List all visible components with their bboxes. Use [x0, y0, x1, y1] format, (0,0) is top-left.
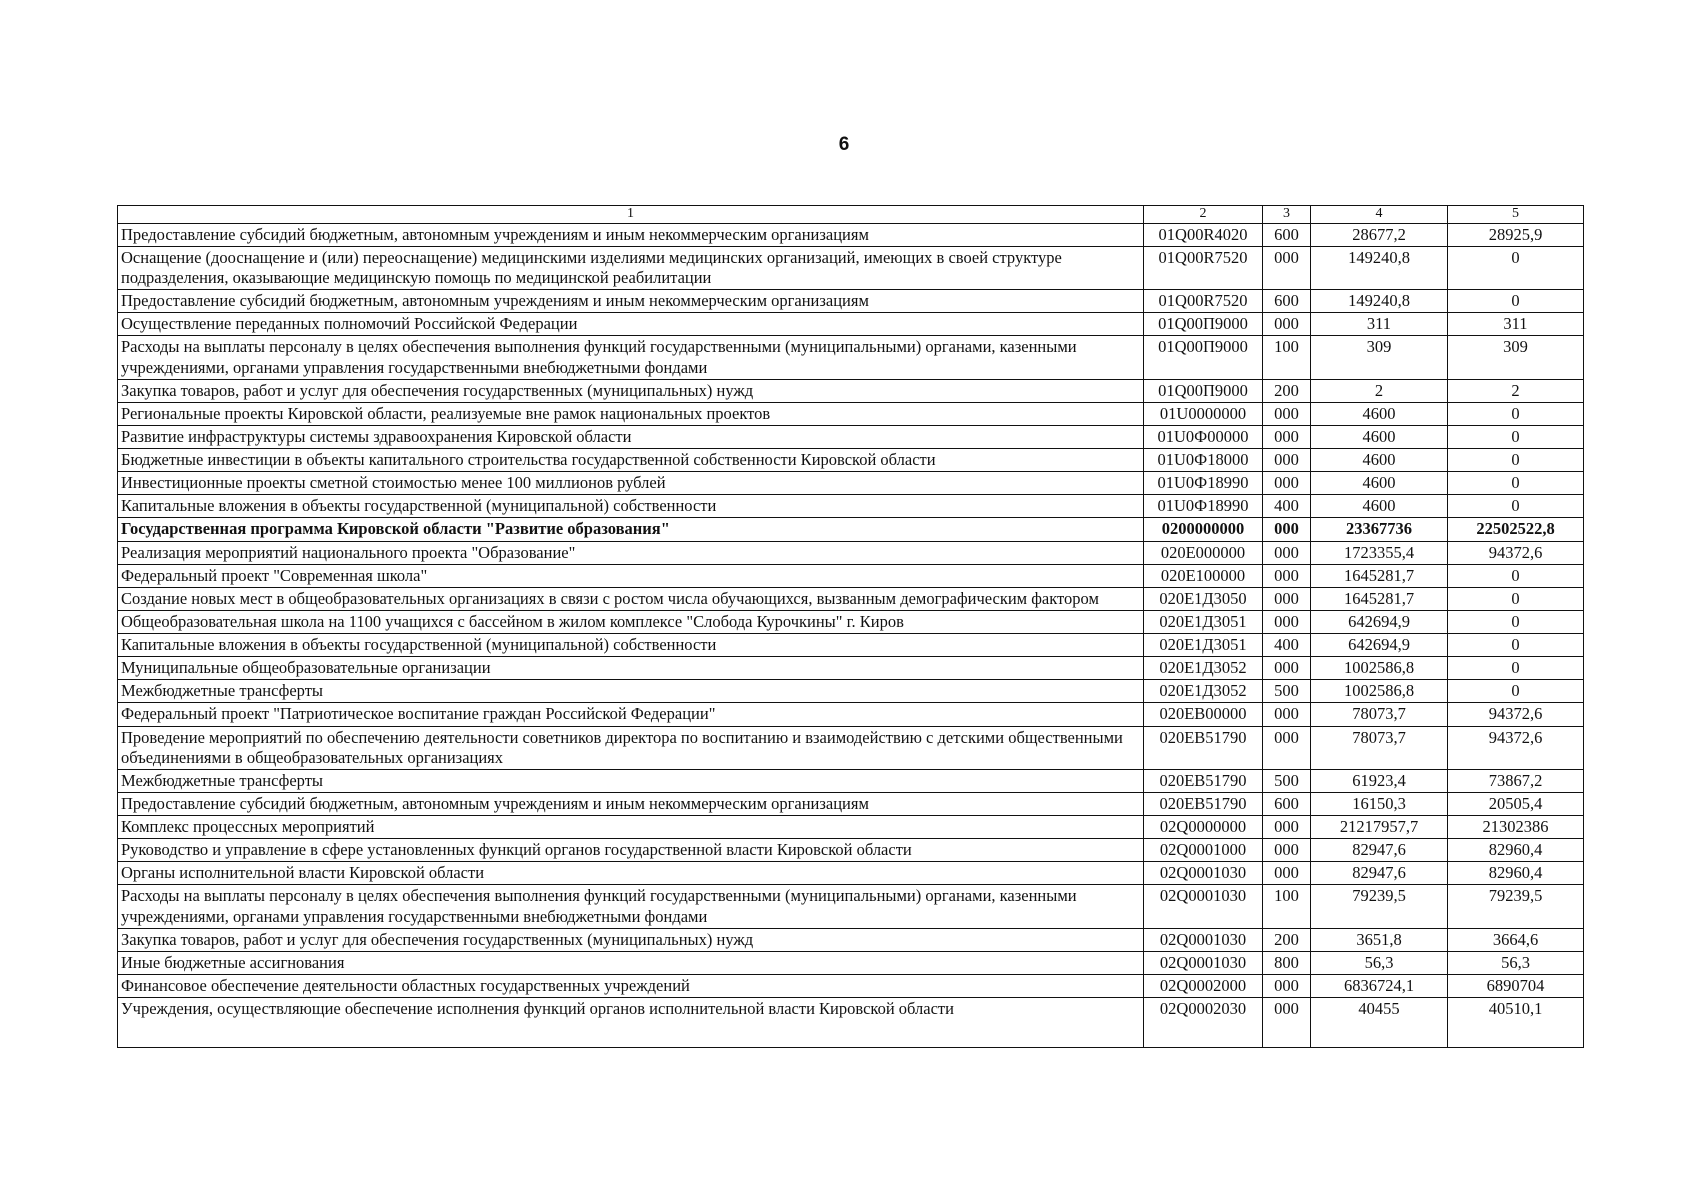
row-value-2025-cell: 311	[1448, 313, 1584, 336]
table-row	[118, 336, 1584, 379]
row-value-2024-cell: 149240,8	[1311, 246, 1448, 289]
row-value-2025-cell: 0	[1448, 402, 1584, 425]
row-code-cell: 0200000000	[1144, 518, 1263, 541]
row-name-cell: Развитие инфраструктуры системы здравоохранения Кировской области	[118, 425, 1144, 448]
row-code-cell: 01Q00П9000	[1144, 336, 1263, 379]
row-type-cell: 000	[1263, 998, 1311, 1048]
row-value-2024-cell: 642694,9	[1311, 634, 1448, 657]
row-value-2025-cell: 0	[1448, 564, 1584, 587]
row-name-cell: Осуществление переданных полномочий Российской Федерации	[118, 313, 1144, 336]
budget-table	[117, 205, 1584, 1048]
table-header-row	[118, 206, 1584, 224]
row-code-cell: 020EB51790	[1144, 769, 1263, 792]
row-type-cell: 400	[1263, 634, 1311, 657]
row-value-2024-cell: 40455	[1311, 998, 1448, 1048]
row-code-cell: 020E1Д3051	[1144, 634, 1263, 657]
row-type-cell: 000	[1263, 587, 1311, 610]
row-type-cell: 600	[1263, 792, 1311, 815]
row-name-cell: Органы исполнительной власти Кировской области	[118, 862, 1144, 885]
row-code-cell: 02Q0001030	[1144, 928, 1263, 951]
row-name-cell: Предоставление субсидий бюджетным, автономным учреждениям и иным некоммерческим организациям	[118, 792, 1144, 815]
row-code-cell: 01U0Ф18990	[1144, 495, 1263, 518]
row-code-cell: 02Q0001030	[1144, 862, 1263, 885]
row-name-cell: Учреждения, осуществляющие обеспечение исполнения функций органов исполнительной власти Кировской области	[118, 998, 1144, 1048]
row-type-cell: 000	[1263, 449, 1311, 472]
row-value-2025-cell: 6890704	[1448, 974, 1584, 997]
row-value-2025-cell: 28925,9	[1448, 223, 1584, 246]
row-code-cell: 020E1Д3052	[1144, 680, 1263, 703]
row-value-2024-cell: 61923,4	[1311, 769, 1448, 792]
row-code-cell: 01Q00R4020	[1144, 223, 1263, 246]
row-value-2025-cell: 73867,2	[1448, 769, 1584, 792]
row-value-2025-cell: 94372,6	[1448, 541, 1584, 564]
row-value-2025-cell: 2	[1448, 379, 1584, 402]
row-name-cell: Закупка товаров, работ и услуг для обеспечения государственных (муниципальных) нужд	[118, 379, 1144, 402]
table-row	[118, 862, 1584, 885]
table-row	[118, 518, 1584, 541]
row-name-cell: Федеральный проект "Современная школа"	[118, 564, 1144, 587]
table-row	[118, 657, 1584, 680]
row-value-2024-cell: 4600	[1311, 495, 1448, 518]
row-code-cell: 02Q0001030	[1144, 951, 1263, 974]
row-name-cell: Расходы на выплаты персоналу в целях обеспечения выполнения функций государственными (муниципальными) органами, казенными учреждениями, органами управления государственными внебюджетными фондами	[118, 336, 1144, 379]
row-code-cell: 020EB00000	[1144, 703, 1263, 726]
row-code-cell: 01Q00П9000	[1144, 313, 1263, 336]
row-value-2025-cell: 0	[1448, 680, 1584, 703]
row-value-2025-cell: 82960,4	[1448, 839, 1584, 862]
row-name-cell: Общеобразовательная школа на 1100 учащихся с бассейном в жилом комплексе "Слобода Курочкины" г. Киров	[118, 610, 1144, 633]
row-value-2024-cell: 28677,2	[1311, 223, 1448, 246]
row-name-cell: Закупка товаров, работ и услуг для обеспечения государственных (муниципальных) нужд	[118, 928, 1144, 951]
row-name-cell: Государственная программа Кировской области "Развитие образования"	[118, 518, 1144, 541]
row-code-cell: 01U0Ф18990	[1144, 472, 1263, 495]
row-name-cell: Иные бюджетные ассигнования	[118, 951, 1144, 974]
row-value-2025-cell: 0	[1448, 472, 1584, 495]
row-value-2025-cell: 22502522,8	[1448, 518, 1584, 541]
column-header: 4	[1311, 206, 1448, 224]
row-name-cell: Капитальные вложения в объекты государственной (муниципальной) собственности	[118, 634, 1144, 657]
row-type-cell: 800	[1263, 951, 1311, 974]
row-name-cell: Межбюджетные трансферты	[118, 680, 1144, 703]
row-code-cell: 02Q0002000	[1144, 974, 1263, 997]
row-name-cell: Предоставление субсидий бюджетным, автономным учреждениям и иным некоммерческим организациям	[118, 223, 1144, 246]
row-value-2025-cell: 20505,4	[1448, 792, 1584, 815]
row-value-2024-cell: 3651,8	[1311, 928, 1448, 951]
row-type-cell: 000	[1263, 862, 1311, 885]
row-name-cell: Реализация мероприятий национального проекта "Образование"	[118, 541, 1144, 564]
row-value-2024-cell: 56,3	[1311, 951, 1448, 974]
row-value-2024-cell: 82947,6	[1311, 839, 1448, 862]
table-row	[118, 246, 1584, 289]
row-type-cell: 500	[1263, 680, 1311, 703]
row-name-cell: Муниципальные общеобразовательные организации	[118, 657, 1144, 680]
row-type-cell: 000	[1263, 726, 1311, 769]
row-name-cell: Проведение мероприятий по обеспечению деятельности советников директора по воспитанию и взаимодействию с детскими общественными объединениями в общеобразовательных организациях	[118, 726, 1144, 769]
row-value-2024-cell: 78073,7	[1311, 726, 1448, 769]
row-name-cell: Создание новых мест в общеобразовательных организациях в связи с ростом числа обучающихся, вызванным демографическим фактором	[118, 587, 1144, 610]
table-row	[118, 703, 1584, 726]
table-row	[118, 587, 1584, 610]
row-value-2024-cell: 149240,8	[1311, 290, 1448, 313]
row-name-cell: Оснащение (дооснащение и (или) переоснащение) медицинскими изделиями медицинских организаций, имеющих в своей структуре подразделения, оказывающие медицинскую помощь по медицинской реабилитации	[118, 246, 1144, 289]
row-type-cell: 000	[1263, 564, 1311, 587]
row-value-2024-cell: 21217957,7	[1311, 816, 1448, 839]
row-value-2025-cell: 21302386	[1448, 816, 1584, 839]
table-row	[118, 472, 1584, 495]
row-type-cell: 600	[1263, 290, 1311, 313]
table-row	[118, 839, 1584, 862]
table-row	[118, 610, 1584, 633]
table-row	[118, 379, 1584, 402]
row-value-2025-cell: 79239,5	[1448, 885, 1584, 928]
row-type-cell: 400	[1263, 495, 1311, 518]
row-code-cell: 020EB51790	[1144, 726, 1263, 769]
row-value-2024-cell: 1002586,8	[1311, 657, 1448, 680]
row-value-2024-cell: 1723355,4	[1311, 541, 1448, 564]
row-code-cell: 020E100000	[1144, 564, 1263, 587]
table-row	[118, 634, 1584, 657]
row-value-2025-cell: 0	[1448, 246, 1584, 289]
row-name-cell: Межбюджетные трансферты	[118, 769, 1144, 792]
row-value-2024-cell: 1002586,8	[1311, 680, 1448, 703]
column-header: 3	[1263, 206, 1311, 224]
row-value-2025-cell: 309	[1448, 336, 1584, 379]
row-name-cell: Региональные проекты Кировской области, реализуемые вне рамок национальных проектов	[118, 402, 1144, 425]
row-value-2025-cell: 0	[1448, 495, 1584, 518]
table-row	[118, 792, 1584, 815]
row-code-cell: 020E1Д3051	[1144, 610, 1263, 633]
row-value-2025-cell: 0	[1448, 425, 1584, 448]
row-code-cell: 01U0Ф00000	[1144, 425, 1263, 448]
row-name-cell: Расходы на выплаты персоналу в целях обеспечения выполнения функций государственными (муниципальными) органами, казенными учреждениями, органами управления государственными внебюджетными фондами	[118, 885, 1144, 928]
row-type-cell: 100	[1263, 885, 1311, 928]
row-type-cell: 000	[1263, 839, 1311, 862]
table-row	[118, 726, 1584, 769]
row-value-2024-cell: 78073,7	[1311, 703, 1448, 726]
table-row	[118, 290, 1584, 313]
row-value-2025-cell: 0	[1448, 657, 1584, 680]
row-value-2025-cell: 0	[1448, 610, 1584, 633]
row-code-cell: 02Q0002030	[1144, 998, 1263, 1048]
row-name-cell: Финансовое обеспечение деятельности областных государственных учреждений	[118, 974, 1144, 997]
table-row	[118, 816, 1584, 839]
table-row	[118, 974, 1584, 997]
row-name-cell: Инвестиционные проекты сметной стоимостью менее 100 миллионов рублей	[118, 472, 1144, 495]
row-value-2025-cell: 0	[1448, 449, 1584, 472]
row-name-cell: Комплекс процессных мероприятий	[118, 816, 1144, 839]
row-code-cell: 020EB51790	[1144, 792, 1263, 815]
row-type-cell: 000	[1263, 518, 1311, 541]
row-value-2025-cell: 0	[1448, 290, 1584, 313]
row-code-cell: 01Q00R7520	[1144, 246, 1263, 289]
row-value-2025-cell: 56,3	[1448, 951, 1584, 974]
row-value-2025-cell: 94372,6	[1448, 726, 1584, 769]
row-value-2025-cell: 40510,1	[1448, 998, 1584, 1048]
row-type-cell: 000	[1263, 610, 1311, 633]
table-row	[118, 564, 1584, 587]
table-row	[118, 769, 1584, 792]
row-type-cell: 000	[1263, 657, 1311, 680]
row-type-cell: 000	[1263, 313, 1311, 336]
row-type-cell: 100	[1263, 336, 1311, 379]
row-type-cell: 000	[1263, 425, 1311, 448]
row-value-2024-cell: 642694,9	[1311, 610, 1448, 633]
row-value-2024-cell: 4600	[1311, 402, 1448, 425]
table-row	[118, 951, 1584, 974]
row-name-cell: Руководство и управление в сфере установленных функций органов государственной власти Кировской области	[118, 839, 1144, 862]
row-value-2025-cell: 94372,6	[1448, 703, 1584, 726]
row-value-2024-cell: 23367736	[1311, 518, 1448, 541]
row-type-cell: 000	[1263, 541, 1311, 564]
row-type-cell: 000	[1263, 816, 1311, 839]
page-number: 6	[838, 134, 850, 155]
table-row	[118, 449, 1584, 472]
row-code-cell: 01Q00П9000	[1144, 379, 1263, 402]
row-value-2024-cell: 4600	[1311, 449, 1448, 472]
table-row	[118, 680, 1584, 703]
row-value-2025-cell: 0	[1448, 634, 1584, 657]
row-type-cell: 500	[1263, 769, 1311, 792]
row-value-2024-cell: 309	[1311, 336, 1448, 379]
row-code-cell: 02Q0000000	[1144, 816, 1263, 839]
row-value-2024-cell: 1645281,7	[1311, 587, 1448, 610]
column-header: 2	[1144, 206, 1263, 224]
row-value-2025-cell: 0	[1448, 587, 1584, 610]
row-code-cell: 020E1Д3052	[1144, 657, 1263, 680]
row-value-2024-cell: 79239,5	[1311, 885, 1448, 928]
row-value-2024-cell: 16150,3	[1311, 792, 1448, 815]
row-value-2024-cell: 6836724,1	[1311, 974, 1448, 997]
row-type-cell: 000	[1263, 703, 1311, 726]
row-value-2024-cell: 82947,6	[1311, 862, 1448, 885]
row-code-cell: 02Q0001030	[1144, 885, 1263, 928]
row-type-cell: 000	[1263, 472, 1311, 495]
column-header: 1	[118, 206, 1144, 224]
row-value-2024-cell: 2	[1311, 379, 1448, 402]
table-row	[118, 495, 1584, 518]
row-value-2024-cell: 1645281,7	[1311, 564, 1448, 587]
row-code-cell: 020E000000	[1144, 541, 1263, 564]
row-code-cell: 02Q0001000	[1144, 839, 1263, 862]
row-value-2025-cell: 82960,4	[1448, 862, 1584, 885]
row-code-cell: 01U0Ф18000	[1144, 449, 1263, 472]
row-name-cell: Предоставление субсидий бюджетным, автономным учреждениям и иным некоммерческим организациям	[118, 290, 1144, 313]
table-row	[118, 402, 1584, 425]
row-value-2024-cell: 311	[1311, 313, 1448, 336]
table-row	[118, 313, 1584, 336]
table-row	[118, 223, 1584, 246]
row-name-cell: Федеральный проект "Патриотическое воспитание граждан Российской Федерации"	[118, 703, 1144, 726]
row-value-2025-cell: 3664,6	[1448, 928, 1584, 951]
table-row	[118, 928, 1584, 951]
table-row	[118, 885, 1584, 928]
table-row	[118, 541, 1584, 564]
row-value-2024-cell: 4600	[1311, 472, 1448, 495]
row-code-cell: 020E1Д3050	[1144, 587, 1263, 610]
row-code-cell: 01Q00R7520	[1144, 290, 1263, 313]
row-type-cell: 000	[1263, 246, 1311, 289]
row-type-cell: 600	[1263, 223, 1311, 246]
row-name-cell: Капитальные вложения в объекты государственной (муниципальной) собственности	[118, 495, 1144, 518]
row-type-cell: 000	[1263, 402, 1311, 425]
row-code-cell: 01U0000000	[1144, 402, 1263, 425]
row-type-cell: 200	[1263, 928, 1311, 951]
column-header: 5	[1448, 206, 1584, 224]
row-type-cell: 200	[1263, 379, 1311, 402]
row-name-cell: Бюджетные инвестиции в объекты капитального строительства государственной собственности Кировской области	[118, 449, 1144, 472]
table-row	[118, 425, 1584, 448]
table-row	[118, 998, 1584, 1048]
row-type-cell: 000	[1263, 974, 1311, 997]
row-value-2024-cell: 4600	[1311, 425, 1448, 448]
